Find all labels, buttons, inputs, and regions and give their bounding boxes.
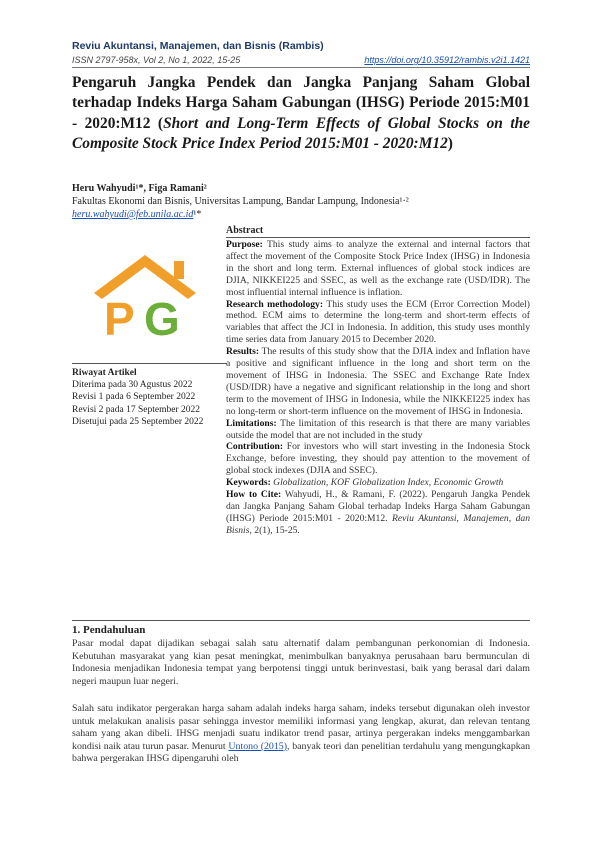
history-received: Diterima pada 30 Agustus 2022 [72, 380, 193, 391]
header-divider [72, 67, 530, 68]
issn-line: ISSN 2797-958x, Vol 2, No 1, 2022, 15-25 [72, 55, 241, 65]
logo-letter-p: P [104, 293, 135, 342]
logo-letter-g: G [144, 293, 180, 342]
intro-paragraph-1: Pasar modal dapat dijadikan sebagai salah satu alternatif dalam pembangunan perkonomian di Indonesia. Kebutuhan masyarakat yang kian pesat meningkat, menimbulkan banyaknya perusahaan baru bermunculan di Indonesia menjadikan Indonesia tempat yang berpotensi tinggi untuk berinvestasi, baik yang berasal dari dalam negeri maupun luar negeri. [72, 638, 530, 687]
english-title: Short and Long-Term Effects of Global Stocks on the Composite Stock Price Index Period 2015:M01 - 2020:M12 [72, 114, 530, 153]
abstract-results: Results: The results of this study show that the DJIA index and Inflation have a positive and significant influence in the long and short term on the movement of IHSG in Indonesia. The SSEC and Exchange Rate Index (USD/IDR) have a negative and significant relationship in the long and short term to the movement of IHSG in Indonesia, while the NIKKEI225 index has no long-term or short-term influence on the movement of IHSG in Indonesia. [226, 346, 530, 417]
authors: Heru Wahyudi¹*, Figa Ramani² [72, 183, 207, 194]
section-title: 1. Pendahuluan [72, 624, 146, 636]
history-title: Riwayat Artikel [72, 368, 137, 378]
house-roof-logo-icon [84, 247, 206, 342]
abstract-purpose: Purpose: This study aims to analyze the external and internal factors that affect the movement of the Composite Stock Price Index (IHSG) in Indonesia in the short and long term. External influences of global stock indices are DJIA, NIKKEI225 and SSEC, as well as the exchange rate (USD/IDR). The most influential internal influence is inflation. [226, 239, 530, 298]
history-revision-1: Revisi 1 pada 6 September 2022 [72, 392, 196, 403]
email-line: heru.wahyudi@feb.unila.ac.id¹* [72, 209, 202, 220]
abstract-methodology: Research methodology: This study uses the ECM (Error Correction Model) method. ECM aims to determine the long-term and short-term effects of variables that affect the JCI in Indonesia. In addition, this study uses monthly time series data from January 2015 to December 2020. [226, 298, 530, 346]
journal-name: Reviu Akuntansi, Manajemen, dan Bisnis (Rambis) [72, 40, 324, 52]
paper-title: Pengaruh Jangka Pendek dan Jangka Panjang Saham Global terhadap Indeks Harga Saham Gabungan (IHSG) Periode 2015:M01 - 2020:M12 (Short and Long-Term Effects of Global Stocks on the Composite Stock Price Index Period 2015:M01 - 2020:M12) [72, 74, 530, 153]
abstract-contribution: Contribution: For investors who will start investing in the Indonesia Stock Exchange, before investing, they should pay attention to the movement of global stock indexes (DJIA and SSEC). [226, 441, 530, 477]
abstract-body [226, 239, 530, 537]
article-sidebar [72, 225, 222, 615]
abstract-limitations: Limitations: The limitation of this research is that there are many variables outside the model that are not included in the study [226, 417, 530, 441]
author-email-link[interactable]: heru.wahyudi@feb.unila.ac.id [72, 209, 194, 220]
affiliation: Fakultas Ekonomi dan Bisnis, Universitas Lampung, Bandar Lampung, Indonesia¹·² [72, 196, 409, 207]
abstract-divider [72, 620, 530, 621]
intro-paragraph-2: Salah satu indikator pergerakan harga saham adalah indeks harga saham, indeks tersebut digunakan oleh investor untuk melakukan analisis pasar sehingga investor memiliki informasi yang lengkap, akurat, dan relevan tentang saham yang akan dibeli. IHSG menjadi suatu indikator trend pasar, artinya pergerakan indeks menggambarkan kondisi naik atau turun pasar. Menurut Untono (2015), banyak teori dan penelitian terdahulu yang mengungkapkan bahwa pergerakan IHSG dipengaruhi oleh [72, 703, 531, 765]
abstract-heading: Abstract [226, 225, 530, 238]
citation-link-untono[interactable]: Untono (2015) [228, 740, 288, 752]
doi-link[interactable]: https://doi.org/10.35912/rambis.v2i1.1421 [364, 55, 530, 65]
article-history [72, 363, 227, 428]
history-accepted: Disetujui pada 25 September 2022 [72, 416, 204, 427]
abstract-citation: How to Cite: Wahyudi, H., & Ramani, F. (2022). Pengaruh Jangka Pendek dan Jangka Panjang Saham Global terhadap Indeks Harga Saham Gabungan (IHSG) Periode 2015:M01 - 2020:M12. Reviu Akuntansi, Manajemen, dan Bisnis, 2(1), 15-25. [226, 489, 531, 536]
abstract-keywords: Keywords: Globalization, KOF Globalization Index, Economic Growth [226, 477, 504, 489]
abstract-box [226, 225, 530, 537]
history-revision-2: Revisi 2 pada 17 September 2022 [72, 404, 200, 415]
